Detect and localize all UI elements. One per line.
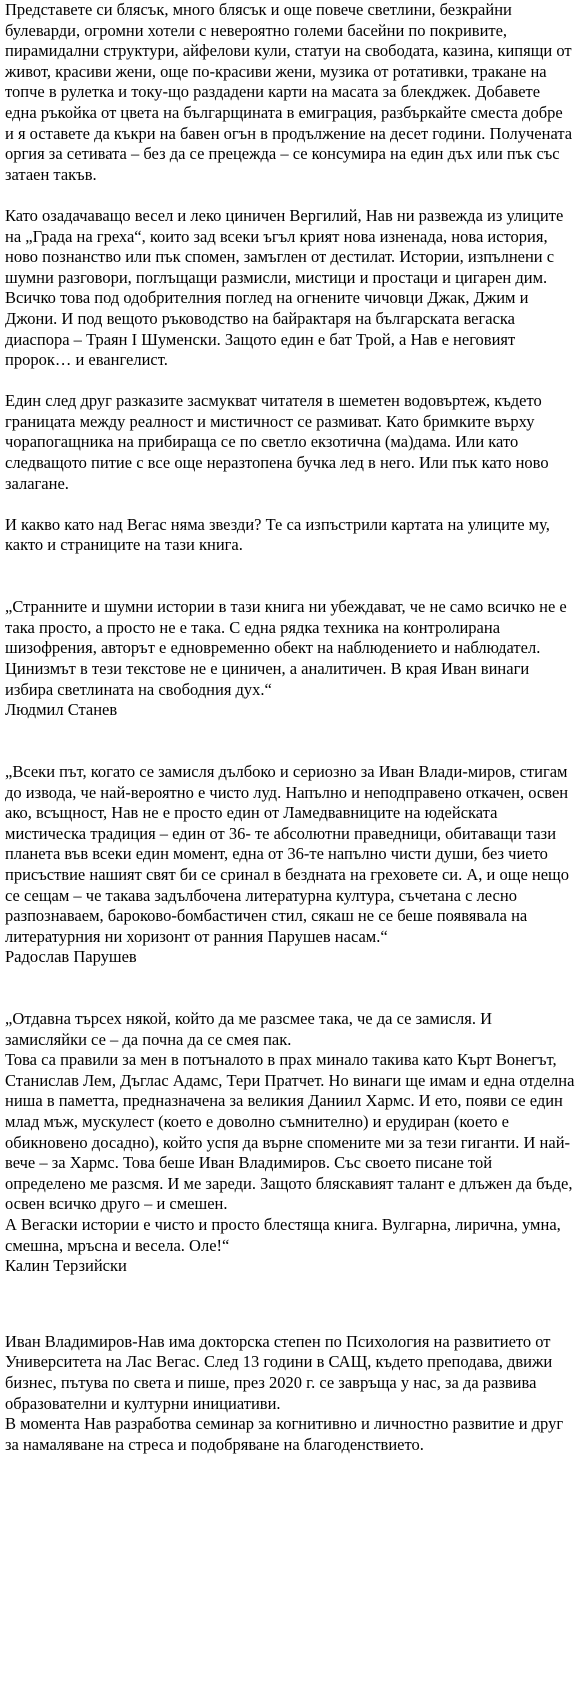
spacer	[5, 185, 575, 206]
author-bio-paragraph-1: Иван Владимиров-Нав има докторска степен по Психология на развитието от Университета на Лас Вегас. След 13 години в САЩ, където преподава, движи бизнес, пътува по света и пише, през 2020 г. се завръща у нас, за да развива образователни и културни инициативи.	[5, 1331, 553, 1413]
review-quote-3: „Отдавна търсех някой, който да ме разсмее така, че да се замисля. И замисляйки се – да почна да се смея пак. Това са правили за мен в потъналото в прах минало такива като Кърт Вонегът, Станислав Лем, Дъглас Адамс, Тери Пратчет. Но винаги ще имам и една отделна ниша в паметта, предназначена за великия Даниил Хармс. И ето, появи се един млад мъж, мускулест (което е доволно съмнително) и ерудиран (което е обикновено досадно), който успя да върне спомените ми за тези гиганти. И най-вече – за Хармс. Това беше Иван Владимиров. Със своето писане той определено ме разсмя. И ме зареди. Защото бляскавият талант е длъжен да бъде, освен всичко друго – и смешен. А Вегаски истории е чисто и просто блестяща книга. Вулгарна, лирична, умна, смешна, мръсна и весела. Оле!“	[5, 1009, 575, 1255]
intro-paragraph-3: Един след друг разказите засмукват читателя в шеметен водовъртеж, където границата между реалност и мистичност се размиват. Като бримките върху чорапогащника на прибираща се по светло екзотична (ма)дама. Или като следващото питие с все още неразтопена бучка лед в него. Или пък като ново залагане.	[5, 391, 549, 493]
review-quote-1: „Странните и шумни истории в тази книга ни убеждават, че не само всичко не е така просто, а просто не е така. С една рядка техника на контролирана шизофрения, авторът е едновременно обект на наблюдението и наблюдател. Цинизмът в тези текстове не е циничен, а аналитичен. В края Иван винаги избира светлината на свободния дух.“	[5, 597, 567, 699]
intro-paragraph-4: И какво като над Вегас няма звезди? Те са изпъстрили картата на улиците му, както и страниците на тази книга.	[5, 514, 550, 555]
review-quote-2: „Всеки път, когато се замисля дълбоко и сериозно за Иван Влади-миров, стигам до извода, че най-вероятно е чисто луд. Напълно и неподправено откачен, освен ако, всъщност, Нав не е просто един от Ламедвавниците на юдейската мистическа традиция – един от 36- те абсолютни праведници, обитаващи тази планета във всеки един момент, една от 36-те напълно чисти души, без чието присъствие нашият свят би се сринал в бездната на греховете си. А, и още нещо се сещам – че такава задълбочена литературна култура, съчетана с лесно разпознаваем, бароково-бомбастичен стил, сякаш не се беше появявала на литературния ни хоризонт от ранния Парушев насам.“	[5, 761, 569, 946]
spacer	[5, 556, 575, 597]
spacer	[5, 1277, 575, 1332]
intro-paragraph-2: Като озадачаващо весел и леко циничен Вергилий, Нав ни развежда из улиците на „Града на греха“, които зад всеки ъгъл крият нова изненада, нова история, ново познанство или пък спомен, замъглен от дестилат. Истории, изпълнени с шумни разговори, поглъщащи размисли, мистици и простаци и цигарен дим. Всичко това под одобрителния поглед на огнените чичовци Джак, Джим и Джони. И под вещото ръководство на байрактаря на българската вегаска диаспора – Траян I Шуменски. Защото един е бат Трой, а Нав е неговият пророк… и евангелист.	[5, 205, 564, 370]
author-bio-paragraph-2: В момента Нав разработва семинар за когнитивно и личностно развитие и друг за намаляване на стреса и подобряване на благоденствието.	[5, 1414, 564, 1454]
spacer	[5, 371, 575, 392]
spacer	[5, 494, 575, 515]
review-author-3: Калин Терзийски	[5, 1256, 127, 1276]
intro-paragraph-1: Представете си блясък, много блясък и още повече светлини, безкрайни булеварди, огромни хотели с невероятно големи басейни по покривите, пирамидални структури, айфелови кули, статуи на свободата, казина, кипящи от живот, красиви жени, още по-красиви жени, музика от ротативки, тракане на топче в рулетка и току-що раздадени карти на масата за блекджек. Добавете една ръкойка от цвета на българщината в емиграция, разбъркайте сместа добре и я оставете да къкри на бавен огън в продължение на десет години. Получената оргия за сетивата – без да се прецежда – се консумира на един дъх или пък със затаен такъв.	[5, 0, 573, 184]
review-author-1: Людмил Станев	[5, 700, 118, 720]
review-author-2: Радослав Парушев	[5, 947, 137, 967]
spacer	[5, 968, 575, 1009]
spacer	[5, 721, 575, 762]
back-cover-text	[5, 0, 575, 1455]
